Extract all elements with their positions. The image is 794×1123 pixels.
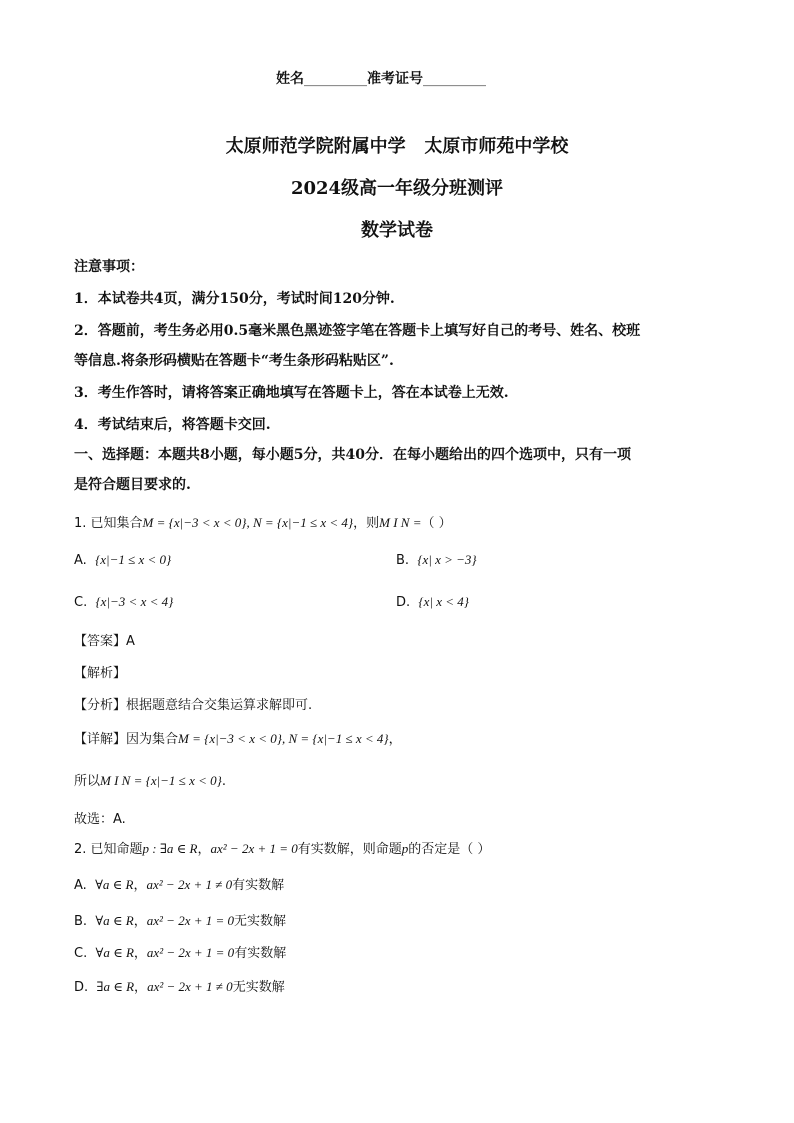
exam-no-label: 准考证号 (367, 71, 423, 87)
subject-title: 数学试卷 (361, 220, 433, 241)
q1-then: ，则 (353, 516, 380, 531)
q2-comma: ， (197, 842, 211, 857)
option-eq: ax² − 2x + 1 ≠ 0 (147, 979, 233, 994)
name-label: 姓名 (276, 71, 304, 87)
exam-title: 2024级高一年级分班测评 (290, 178, 504, 199)
option-tail: 有实数解 (234, 946, 287, 961)
q1-so-end: . (221, 774, 226, 789)
q1-paren: （ ） (421, 516, 452, 531)
option-text: {x|−3 < x < 4} (95, 594, 174, 609)
q1-option-c (74, 594, 173, 610)
note-item-2: 2．答题前，考生务必用0.5毫米黑色黑迹签字笔在答题卡上填写好自己的考号、姓名、校班 (74, 323, 641, 339)
candidate-info-line (276, 68, 486, 88)
option-label: C. (74, 946, 88, 961)
q1-so-prefix: 所以 (74, 774, 101, 789)
q1-detail-prefix: 【详解】因为集合 (74, 732, 179, 747)
q1-option-a (74, 552, 171, 568)
option-quant: ∀a ∈ R (95, 877, 134, 892)
q1-analysis: 【分析】根据题意结合交集运算求解即可. (74, 698, 313, 713)
option-tail: 无实数解 (232, 980, 285, 995)
q2-eq: ax² − 2x + 1 = 0 (210, 841, 298, 856)
q2-prop: p : ∃a ∈ R (142, 841, 198, 856)
option-eq: ax² − 2x + 1 = 0 (146, 945, 235, 960)
q1-so-expr: M I N = {x|−1 ≤ x < 0} (100, 773, 222, 788)
school-title: 太原师范学院附属中学 太原市师苑中学校 (225, 136, 569, 157)
q1-sets: M = {x|−3 < x < 0}, N = {x|−1 ≤ x < 4} (142, 515, 354, 530)
q1-detail (74, 728, 402, 747)
q1-detail-comma: ， (388, 732, 402, 747)
q1-analysis-heading: 【解析】 (74, 666, 127, 681)
note-item-3: 3．考生作答时，请将答案正确地填写在答题卡上，答在本试卷上无效. (74, 385, 509, 401)
option-label: B. (74, 914, 88, 929)
q2-option-c: C. ∀a ∈ R，ax² − 2x + 1 = 0有实数解 (74, 945, 287, 961)
option-eq: ax² − 2x + 1 = 0 (146, 913, 235, 928)
option-label: D. (396, 595, 411, 610)
q2-prefix: 2. 已知命题 (74, 842, 143, 857)
q1-option-d (396, 594, 469, 610)
option-text: {x|−1 ≤ x < 0} (95, 552, 172, 567)
option-quant: ∀a ∈ R (95, 945, 134, 960)
option-quant: ∃a ∈ R (96, 979, 135, 994)
q1-conclusion (74, 770, 226, 789)
q1-detail-sets: M = {x|−3 < x < 0}, N = {x|−1 ≤ x < 4} (178, 731, 389, 746)
option-text: {x| x < 4} (418, 594, 469, 609)
exam-no-blank: _________ (423, 71, 486, 87)
option-label: B. (396, 553, 410, 568)
option-text: {x| x > −3} (417, 552, 477, 567)
notes-heading: 注意事项： (74, 259, 144, 275)
name-blank: _________ (304, 71, 367, 87)
q1-expr: M I N = (379, 515, 422, 530)
q2-option-a: A. ∀a ∈ R，ax² − 2x + 1 ≠ 0有实数解 (74, 877, 285, 893)
option-label: C. (74, 595, 88, 610)
question-2 (74, 838, 490, 857)
q2-suffix: 有实数解，则命题 (297, 842, 402, 857)
option-label: A. (74, 878, 87, 893)
q1-answer: 【答案】A (74, 634, 135, 649)
section-heading-cont: 是符合题目要求的. (74, 477, 191, 493)
option-tail: 无实数解 (234, 914, 287, 929)
option-label: D. (74, 980, 89, 995)
note-item-1: 1．本试卷共4页，满分150分，考试时间120分钟. (74, 291, 395, 307)
q2-suffix2: 的否定是（ ） (408, 842, 491, 857)
q2-p: p (401, 841, 409, 856)
q1-prefix: 1. 已知集合 (74, 516, 143, 531)
option-quant: ∀a ∈ R (95, 913, 134, 928)
q2-option-b: B. ∀a ∈ R，ax² − 2x + 1 = 0无实数解 (74, 913, 287, 929)
option-label: A. (74, 553, 87, 568)
note-item-2-cont: 等信息.将条形码横贴在答题卡“考生条形码粘贴区”. (74, 353, 394, 369)
section-heading: 一、选择题：本题共8小题，每小题5分，共40分．在每小题给出的四个选项中，只有一项 (74, 447, 631, 463)
q1-choose: 故选：A. (74, 812, 126, 827)
option-eq: ax² − 2x + 1 ≠ 0 (146, 877, 233, 892)
note-item-4: 4．考试结束后，将答题卡交回. (74, 417, 271, 433)
q2-option-d: D. ∃a ∈ R，ax² − 2x + 1 ≠ 0无实数解 (74, 979, 285, 995)
question-1 (74, 512, 452, 531)
option-tail: 有实数解 (232, 878, 285, 893)
q1-option-b (396, 552, 477, 568)
